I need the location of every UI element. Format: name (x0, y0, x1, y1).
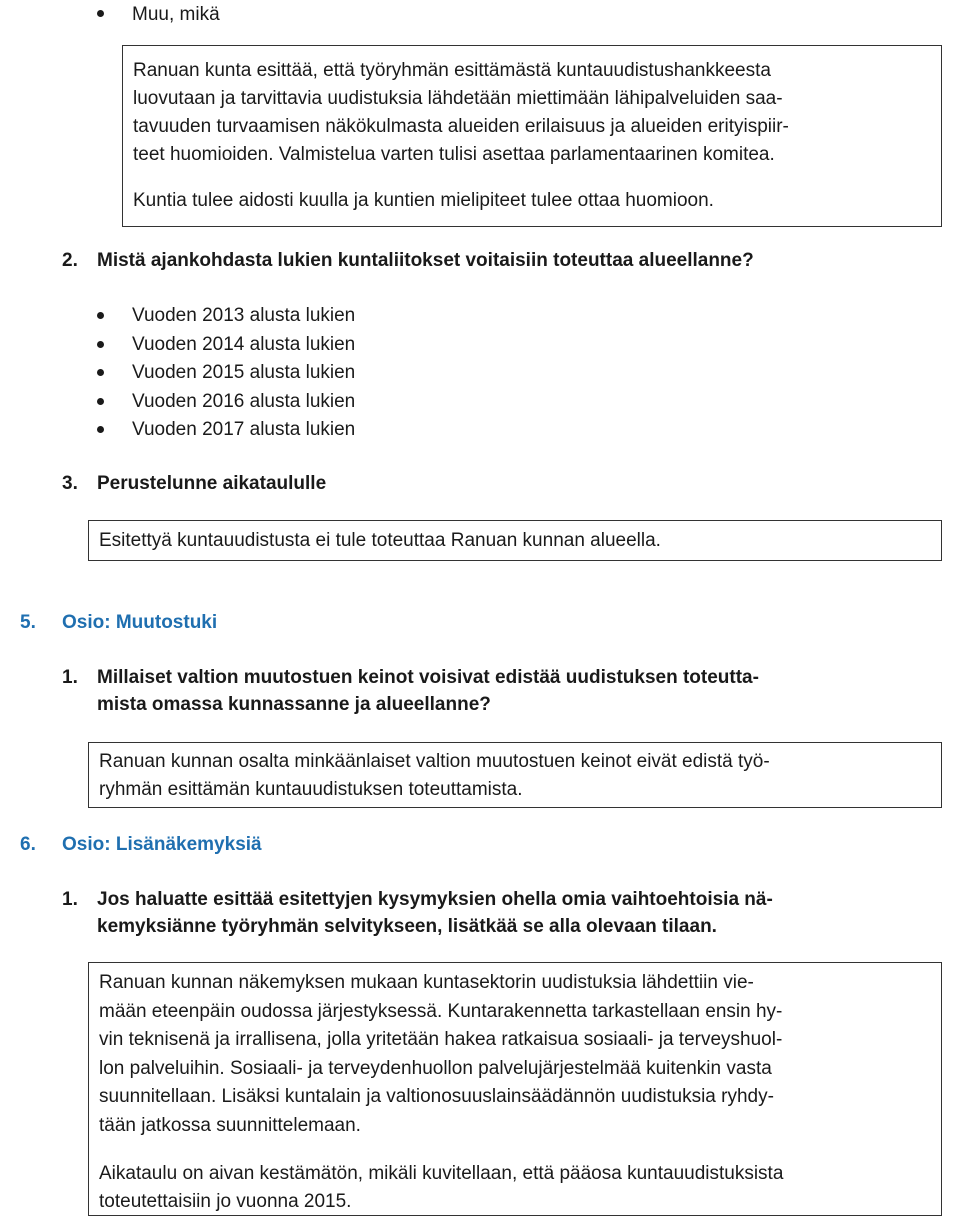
section6-q1-number: 1. (62, 889, 78, 910)
option-bullet (97, 426, 104, 433)
option-bullet (97, 312, 104, 319)
option-bullet (97, 369, 104, 376)
section6-answer-line: lon palveluihin. Sosiaali- ja terveydenhuollon palvelujärjestelmää kuitenkin vasta (99, 1058, 772, 1079)
q2-option: Vuoden 2014 alusta lukien (132, 334, 356, 355)
box1-line: Ranuan kunta esittää, että työryhmän esittämästä kuntauudistushankkeesta (133, 60, 771, 81)
section6-q1-line: kemyksiänne työryhmän selvitykseen, lisätkää se alla olevaan tilaan. (97, 916, 717, 937)
box1-line: teet huomioiden. Valmistelua varten tulisi asettaa parlamentaarinen komitea. (133, 144, 775, 165)
q2-option: Vuoden 2016 alusta lukien (132, 391, 356, 412)
section6-answer-line: suunnitellaan. Lisäksi kuntalain ja valtionosuuslainsäädännön uudistuksia ryhdy- (99, 1086, 774, 1107)
section5-answer-line: ryhmän esittämän kuntauudistuksen toteuttamista. (99, 779, 523, 800)
box1-line: Kuntia tulee aidosti kuulla ja kuntien mielipiteet tulee ottaa huomioon. (133, 190, 714, 211)
q3-answer: Esitettyä kuntauudistusta ei tule toteuttaa Ranuan kunnan alueella. (99, 530, 661, 551)
section5-q1-line: mista omassa kunnassanne ja alueellanne? (97, 694, 491, 715)
section6-answer-line: toteutettaisiin jo vuonna 2015. (99, 1191, 352, 1212)
answer-box-1 (122, 45, 942, 227)
q3-text: Perustelunne aikataululle (97, 473, 327, 494)
answer-box-q3 (88, 520, 942, 561)
section6-answer-line: tään jatkossa suunnittelemaan. (99, 1115, 361, 1136)
section6-answer-line: vin teknisenä ja irrallisena, jolla yritetään hakea ratkaisua sosiaali- ja terveyshuol- (99, 1029, 783, 1050)
section5-q1-line: Millaiset valtion muutostuen keinot voisivat edistää uudistuksen toteutta- (97, 667, 759, 688)
section6-title: Osio: Lisänäkemyksiä (62, 834, 262, 855)
box1-line: tavuuden turvaamisen näkökulmasta alueiden erilaisuus ja alueiden erityispiir- (133, 116, 789, 137)
section5-answer-line: Ranuan kunnan osalta minkäänlaiset valtion muutostuen keinot eivät edistä työ- (99, 751, 770, 772)
section5-title: Osio: Muutostuki (62, 612, 218, 633)
option-bullet (97, 398, 104, 405)
answer-box-section6 (88, 962, 942, 1216)
section6-answer-line: Aikataulu on aivan kestämätön, mikäli kuvitellaan, että pääosa kuntauudistuksista (99, 1163, 784, 1184)
q2-text: Mistä ajankohdasta lukien kuntaliitokset voitaisiin toteuttaa alueellanne? (97, 250, 754, 271)
section5-q1-number: 1. (62, 667, 78, 688)
section6-number: 6. (20, 834, 36, 855)
q2-number: 2. (62, 250, 78, 271)
q2-option: Vuoden 2015 alusta lukien (132, 362, 356, 383)
option-bullet (97, 341, 104, 348)
box1-line: luovutaan ja tarvittavia uudistuksia lähdetään miettimään lähipalveluiden saa- (133, 88, 783, 109)
top-bullet-text: Muu, mikä (132, 4, 220, 25)
q3-number: 3. (62, 473, 78, 494)
q2-option: Vuoden 2017 alusta lukien (132, 419, 356, 440)
section5-number: 5. (20, 612, 36, 633)
answer-box-section5 (88, 742, 942, 808)
q2-option: Vuoden 2013 alusta lukien (132, 305, 356, 326)
section6-answer-line: Ranuan kunnan näkemyksen mukaan kuntasektorin uudistuksia lähdettiin vie- (99, 972, 754, 993)
section6-answer-line: mään eteenpäin oudossa järjestyksessä. Kuntarakennetta tarkastellaan ensin hy- (99, 1001, 783, 1022)
bullet-dot (97, 10, 104, 17)
section6-q1-line: Jos haluatte esittää esitettyjen kysymyksien ohella omia vaihtoehtoisia nä- (97, 889, 773, 910)
